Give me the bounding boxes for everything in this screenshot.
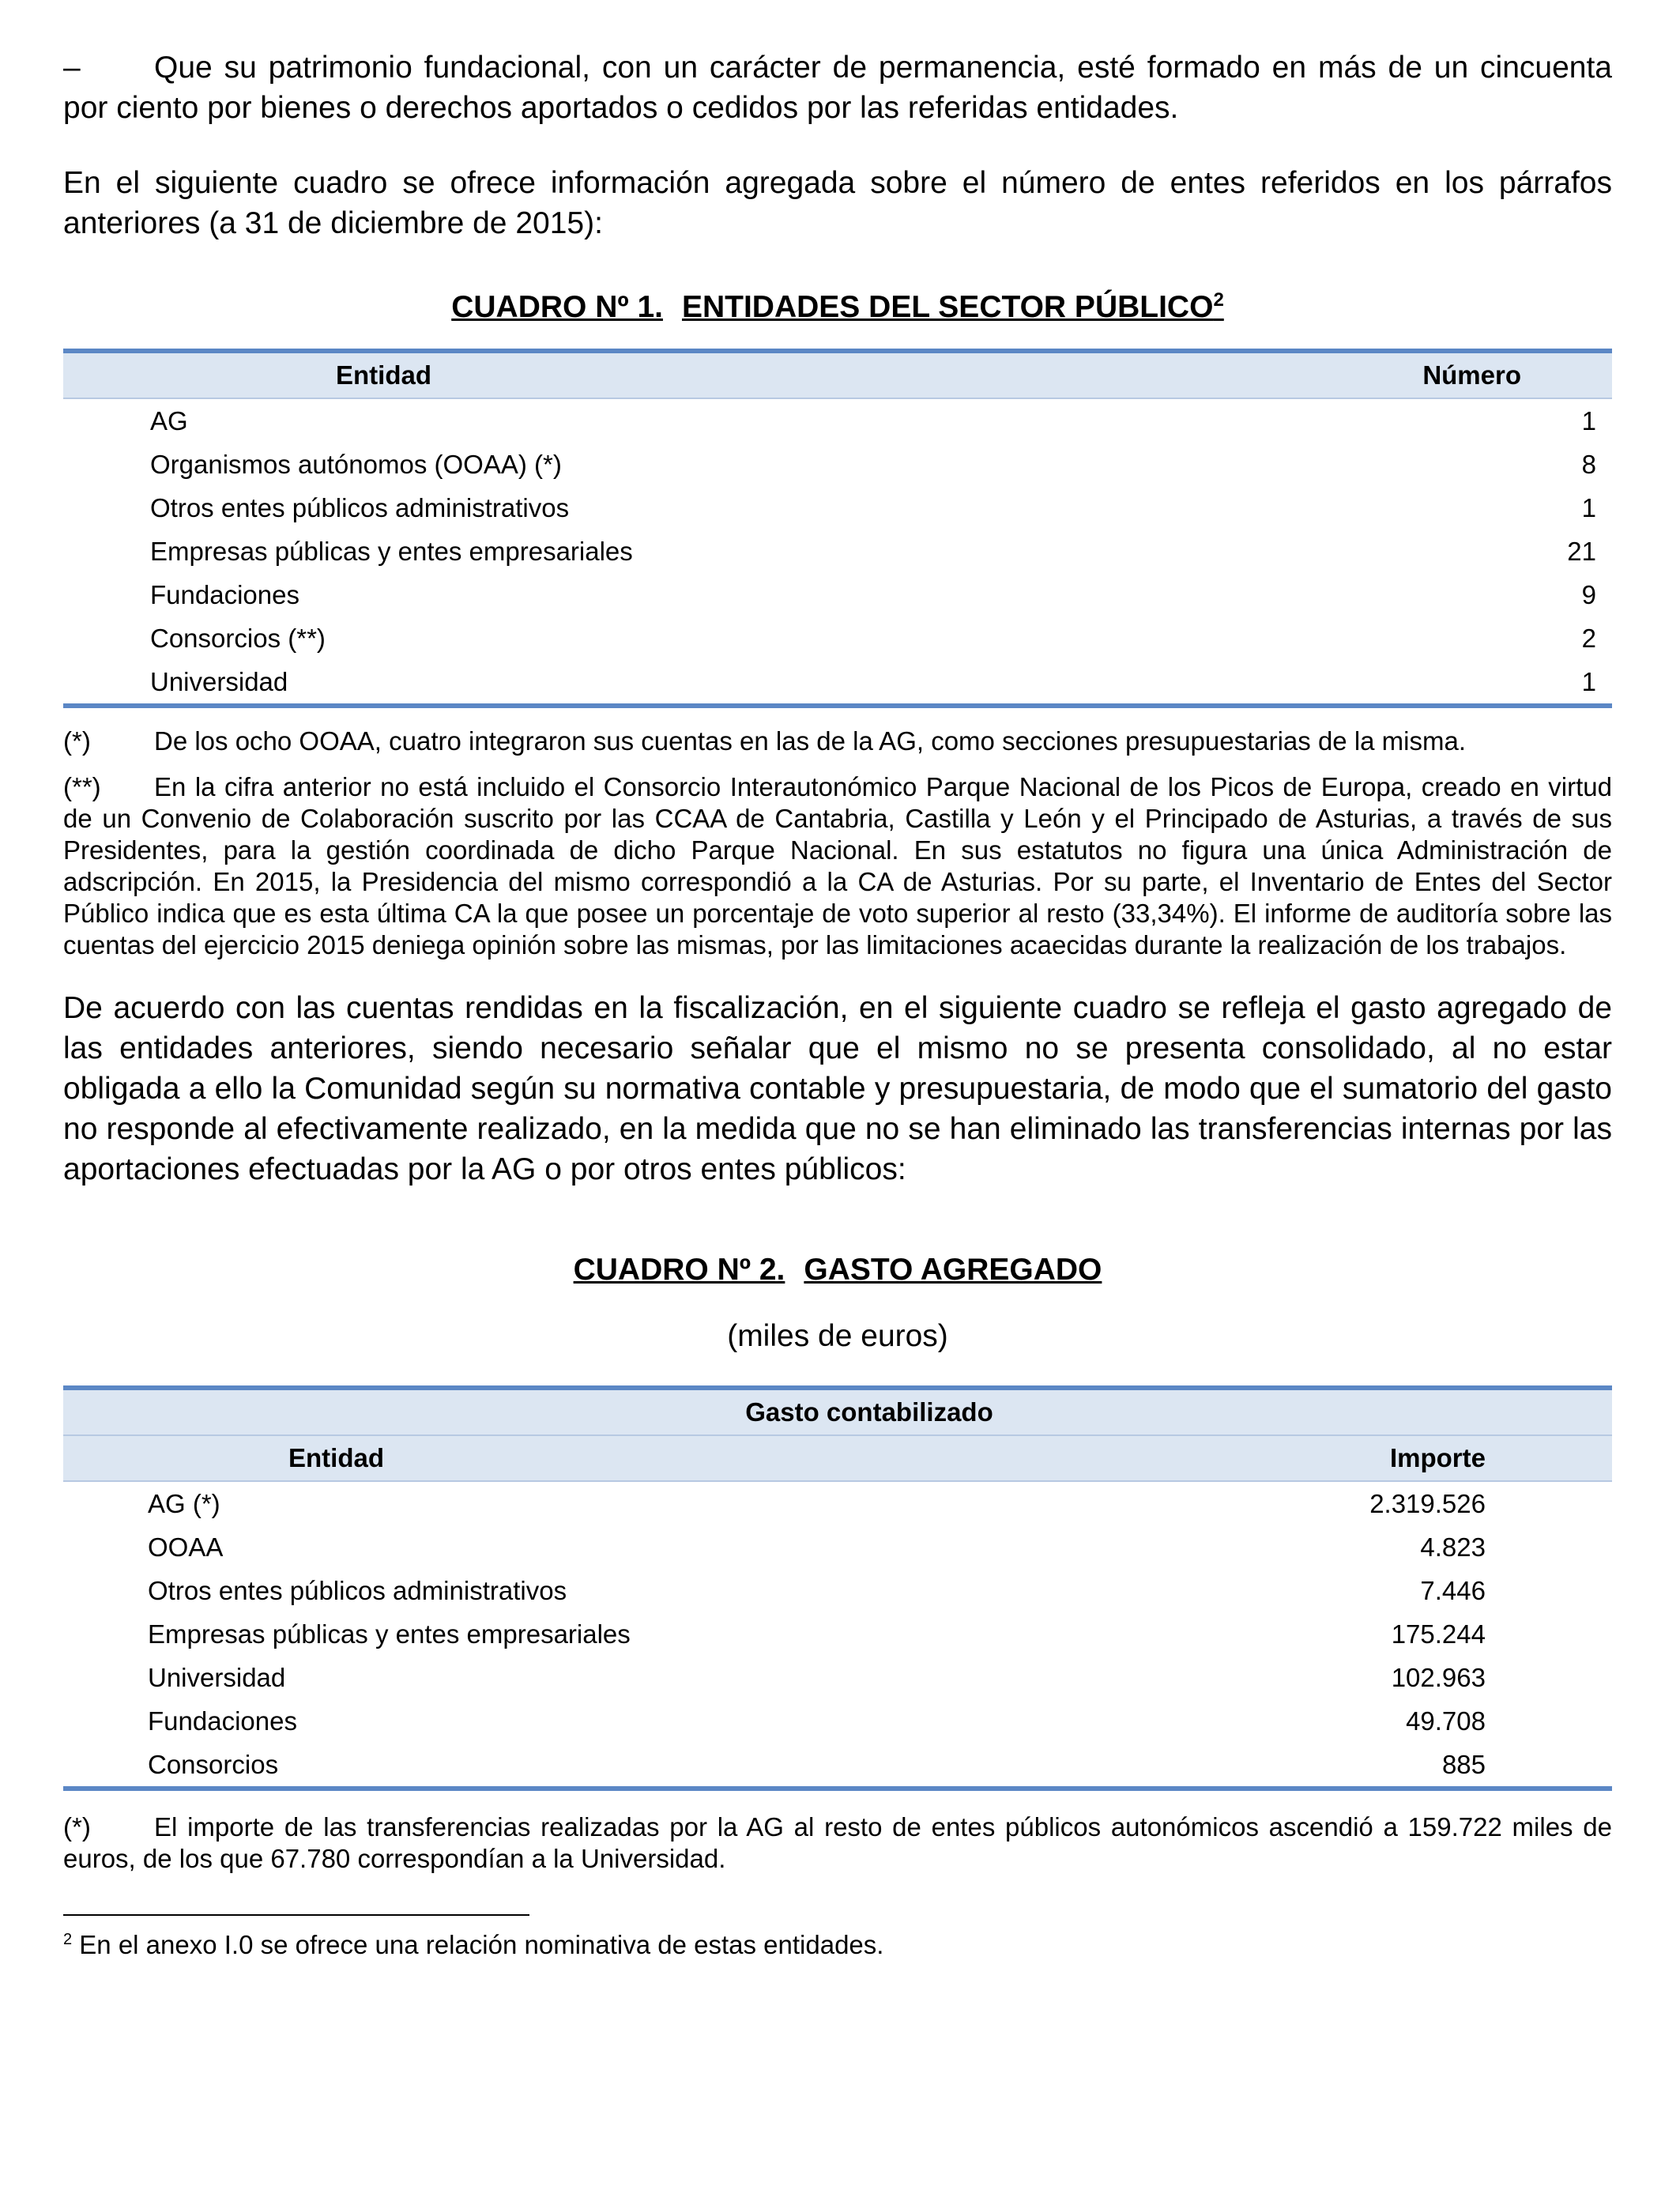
table1-note-1: (*) De los ocho OOAA, cuatro integraron sus cuentas en las de la AG, como secciones presupuestarias de la misma. [63,726,1467,756]
table1-title: CUADRO Nº 1. ENTIDADES DEL SECTOR PÚBLICO$^2$ [451,289,1224,324]
intro-paragraph-2: En el siguiente cuadro se ofrece información agregada sobre el número de entes referidos en los párrafos anteriores (a 31 de diciembre de 2015): [63,166,1612,240]
col-header-numero: Número [1205,353,1612,398]
footnote-ref[interactable]: 2 [1213,289,1224,311]
table2-note: (*) El importe de las transferencias realizadas por la AG al resto de entes públicos autonómicos ascendió a 159.722 miles de euros, de los que 67.780 correspondían a la Universidad. [63,1812,1612,1873]
col-header-entidad: Entidad [63,353,1205,398]
table-row: Universidad 102.963 [148,1662,1486,1692]
table2-title: CUADRO Nº 2. GASTO AGREGADO [573,1253,1102,1287]
entities-table [63,349,1612,708]
expense-table [63,1385,1612,1791]
col-header-entidad: Entidad [63,1435,1090,1481]
table-row: AG 1 [150,405,1596,435]
table-row: Empresas públicas y entes empresariales 175.244 [148,1619,1486,1649]
dash-marker: – [63,51,81,85]
footnote: $^2$ En el anexo I.0 se ofrece una relación nominativa de estas entidades. [63,1930,884,1959]
table2-subtitle: (miles de euros) [727,1319,948,1353]
group-header-gasto: Gasto contabilizado [63,1390,1612,1435]
table-row: Empresas públicas y entes empresariales 21 [150,536,1596,566]
table-row: Consorcios (**) 2 [150,623,1596,653]
body-paragraph-3: De acuerdo con las cuentas rendidas en la fiscalización, en el siguiente cuadro se refleja el gasto agregado de las entidades anteriores, siendo necesario señalar que el mismo no se presenta consolidado, al no estar obligada a ello la Comunidad según su normativa contable y presupuestaria, de modo que el sumatorio del gasto no responde al efectivamente realizado, en la medida que no se han eliminado las transferencias internas por las aportaciones efectuadas por la AG o por otros entes públicos: [63,991,1612,1186]
col-header-importe: Importe [1090,1435,1612,1481]
footnote-divider [63,1914,529,1916]
table-row: Fundaciones 9 [150,579,1596,609]
intro-paragraph-1: – Que su patrimonio fundacional, con un carácter de permanencia, esté formado en más de un cincuenta por ciento por bienes o derechos aportados o cedidos por las referidas entidades. [63,47,1612,128]
table-row: Consorcios 885 [148,1749,1486,1779]
table-row: OOAA 4.823 [148,1532,1486,1562]
table-row: Organismos autónomos (OOAA) (*) 8 [150,449,1596,479]
table-row: Universidad 1 [150,666,1596,696]
table1-note-2: (**) En la cifra anterior no está incluido el Consorcio Interautonómico Parque Nacional de los Picos de Europa, creado en virtud de un Convenio de Colaboración suscrito por las CCAA de Cantabria, Castilla y León y el Principado de Asturias, a través de sus Presidentes, para la gestión coordinada de dicho Parque Nacional. En sus estatutos no figura una única Administración de adscripción. En 2015, la Presidencia del mismo correspondió a la CA de Asturias. Por su parte, el Inventario de Entes del Sector Público indica que es esta última CA la que posee un porcentaje de voto superior al resto (33,34%). El informe de auditoría sobre las cuentas del ejercicio 2015 deniega opinión sobre las mismas, por las limitaciones acaecidas durante la realización de los trabajos. [63,772,1612,959]
table-row: AG (*) 2.319.526 [148,1488,1486,1518]
table-row: Otros entes públicos administrativos 1 [150,492,1596,522]
document-page [63,47,1612,1960]
table-row: Fundaciones 49.708 [148,1706,1486,1736]
table-row: Otros entes públicos administrativos 7.446 [148,1575,1486,1605]
